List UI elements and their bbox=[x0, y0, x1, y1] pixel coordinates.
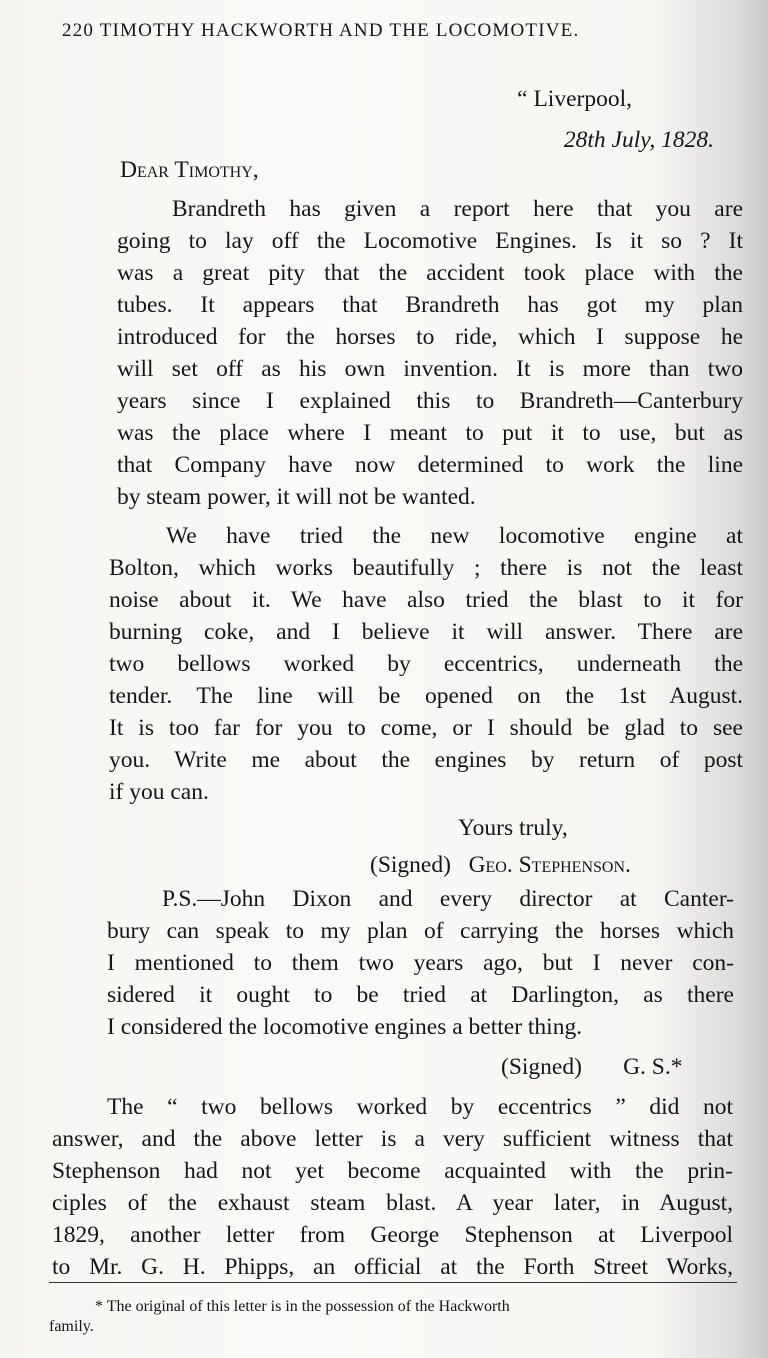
page-number: 220 bbox=[62, 20, 95, 41]
ps-signature-line bbox=[501, 1054, 682, 1081]
signer-name: Geo. Stephenson. bbox=[468, 852, 631, 878]
text-line: P.S.—John Dixon and every director at Canter- bbox=[162, 886, 734, 912]
text-line: going to lay off the Locomotive Engines. Is it so ? It bbox=[117, 228, 743, 254]
letter-salutation: Dear Timothy, bbox=[120, 157, 259, 183]
ps-signed-label: (Signed) bbox=[501, 1054, 582, 1080]
footnote-line: family. bbox=[49, 1318, 94, 1335]
running-head bbox=[62, 20, 579, 42]
letter-date: 28th July, 1828. bbox=[563, 127, 714, 153]
letter-place: “ Liverpool, bbox=[517, 86, 632, 112]
text-line: Bolton, which works beautifully ; there is not the least bbox=[109, 555, 743, 581]
text-line: years since I explained this to Brandreth—Canterbury bbox=[117, 388, 743, 414]
text-line: ciples of the exhaust steam blast. A year later, in August, bbox=[52, 1190, 733, 1216]
footnote-rule bbox=[49, 1282, 737, 1283]
footnote-line: * The original of this letter is in the possession of the Hackworth bbox=[95, 1298, 510, 1315]
text-line: to Mr. G. H. Phipps, an official at the Forth Street Works, bbox=[52, 1254, 733, 1280]
text-line: answer, and the above letter is a very sufficient witness that bbox=[52, 1126, 733, 1152]
text-line: I mentioned to them two years ago, but I never con- bbox=[107, 950, 734, 976]
text-line: I considered the locomotive engines a better thing. bbox=[107, 1014, 583, 1040]
text-line: was a great pity that the accident took place with the bbox=[117, 260, 743, 286]
text-line: was the place where I meant to put it to use, but as bbox=[117, 420, 743, 446]
signature-line bbox=[370, 852, 631, 879]
text-line: The “ two bellows worked by eccentrics ” did not bbox=[107, 1094, 733, 1120]
text-line: Brandreth has given a report here that you are bbox=[172, 196, 743, 222]
letter-closing: Yours truly, bbox=[458, 815, 568, 841]
text-line: tender. The line will be opened on the 1st August. bbox=[109, 683, 743, 709]
text-line: Stephenson had not yet become acquainted with the prin- bbox=[52, 1158, 733, 1184]
text-line: that Company have now determined to work the line bbox=[117, 452, 743, 478]
signed-label: (Signed) bbox=[370, 852, 451, 878]
running-title: TIMOTHY HACKWORTH AND THE LOCOMOTIVE. bbox=[99, 20, 580, 41]
text-line: tubes. It appears that Brandreth has got my plan bbox=[117, 292, 743, 318]
text-line: by steam power, it will not be wanted. bbox=[117, 484, 476, 510]
text-line: will set off as his own invention. It is more than two bbox=[117, 356, 743, 382]
text-line: you. Write me about the engines by return of post bbox=[109, 747, 743, 773]
text-line: sidered it ought to be tried at Darlington, as there bbox=[107, 982, 734, 1008]
text-line: introduced for the horses to ride, which I suppose he bbox=[117, 324, 743, 350]
text-line: two bellows worked by eccentrics, underneath the bbox=[109, 651, 743, 677]
ps-initials: G. S.* bbox=[623, 1054, 683, 1080]
text-line: It is too far for you to come, or I should be glad to see bbox=[109, 715, 743, 741]
text-line: We have tried the new locomotive engine at bbox=[166, 523, 743, 549]
text-line: burning coke, and I believe it will answer. There are bbox=[109, 619, 743, 645]
text-line: if you can. bbox=[109, 779, 209, 805]
text-line: bury can speak to my plan of carrying the horses which bbox=[107, 918, 734, 944]
text-line: 1829, another letter from George Stephenson at Liverpool bbox=[52, 1222, 733, 1248]
text-line: noise about it. We have also tried the blast to it for bbox=[109, 587, 743, 613]
